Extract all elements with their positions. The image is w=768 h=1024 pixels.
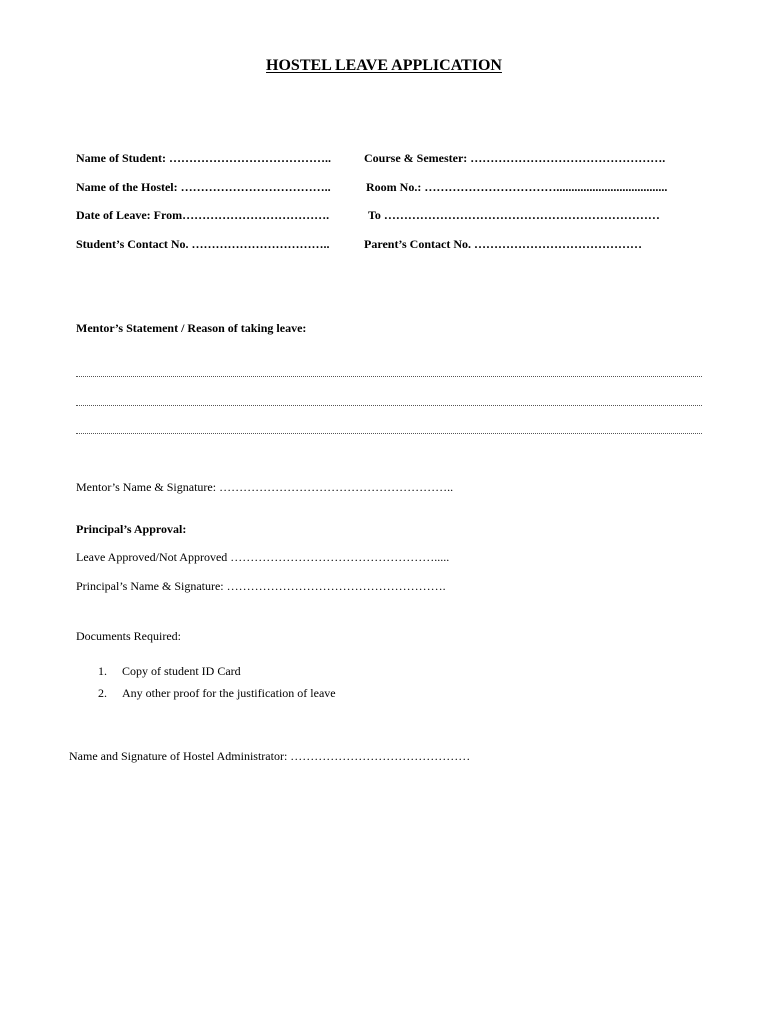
list-item-number: 1.	[98, 664, 107, 678]
page-title: HOSTEL LEAVE APPLICATION	[266, 57, 502, 74]
date-to-field[interactable]: To ……………………………………………………………	[368, 208, 660, 222]
documents-required-heading: Documents Required:	[76, 629, 181, 643]
reason-line-1[interactable]	[76, 376, 702, 377]
mentor-statement-label: Mentor’s Statement / Reason of taking leave:	[76, 321, 307, 335]
reason-line-2[interactable]	[76, 405, 702, 406]
reason-line-3[interactable]	[76, 433, 702, 434]
date-from-field[interactable]: Date of Leave: From……………………………….	[76, 208, 330, 222]
hostel-name-field[interactable]: Name of the Hostel: ………………………………..	[76, 180, 331, 194]
name-of-student-field[interactable]: Name of Student: …………………………………..	[76, 151, 331, 165]
student-contact-field[interactable]: Student’s Contact No. ……………………………..	[76, 237, 330, 251]
list-item-number: 2.	[98, 686, 107, 700]
hostel-administrator-signature-field[interactable]: Name and Signature of Hostel Administrator: ………………………………………	[69, 749, 471, 763]
mentor-name-signature-field[interactable]: Mentor’s Name & Signature: …………………………………………………..	[76, 480, 454, 494]
parent-contact-field[interactable]: Parent’s Contact No. ……………………………………	[364, 237, 642, 251]
course-semester-field[interactable]: Course & Semester: ………………………………………….	[364, 151, 666, 165]
principal-approval-heading: Principal’s Approval:	[76, 522, 187, 536]
room-no-field[interactable]: Room No.: …………………………….....................................	[366, 180, 668, 194]
list-item: Any other proof for the justification of leave	[122, 686, 336, 700]
leave-approved-field[interactable]: Leave Approved/Not Approved …………………………………………….....	[76, 550, 450, 564]
principal-name-signature-field[interactable]: Principal’s Name & Signature: ……………………………………………….	[76, 579, 446, 593]
list-item: Copy of student ID Card	[122, 664, 241, 678]
